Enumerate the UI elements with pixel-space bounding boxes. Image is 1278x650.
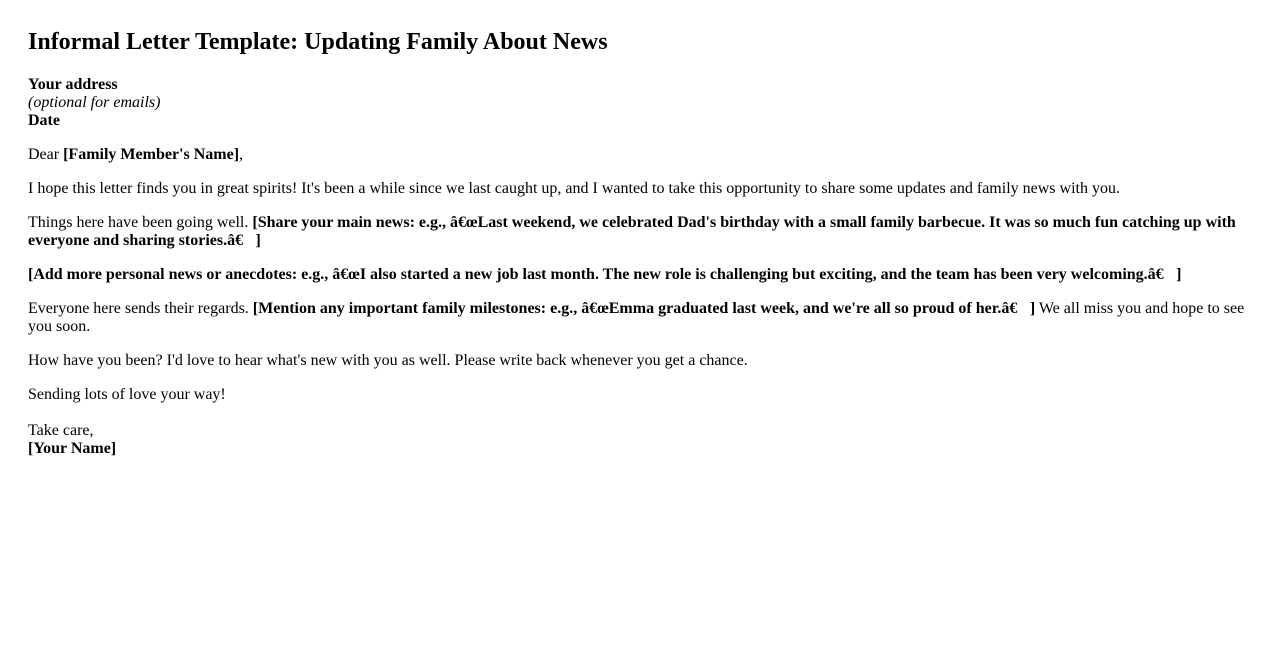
paragraph-personal-news <box>28 266 1250 284</box>
address-label: Your address <box>28 76 118 93</box>
milestones-outro: We all miss you and hope to see you soon. <box>28 300 1245 335</box>
letter-closing <box>28 422 1250 458</box>
salutation-suffix: , <box>239 146 244 163</box>
paragraph-milestones <box>28 300 1250 336</box>
signoff: Take care, <box>28 422 94 439</box>
main-news-placeholder: [Share your main news: e.g., â€œLast weekend, we celebrated Dad's birthday with a small family barbecue. It was so much fun catching up with everyone and sharing stories.â€ ] <box>28 214 1236 249</box>
address-note: (optional for emails) <box>28 94 161 111</box>
page-title: Informal Letter Template: Updating Family About News <box>28 29 608 55</box>
personal-news-placeholder: [Add more personal news or anecdotes: e.g., â€œI also started a new job last month. The new role is challenging but exciting, and the team has been very welcoming.â€ ] <box>28 266 1182 283</box>
paragraph-main-news <box>28 214 1250 250</box>
main-news-intro: Things here have been going well. <box>28 214 253 231</box>
date-label: Date <box>28 112 60 129</box>
paragraph-opening: I hope this letter finds you in great spirits! It's been a while since we last caught up, and I wanted to take this opportunity to share some updates and family news with you. <box>28 180 1120 197</box>
salutation-prefix: Dear <box>28 146 64 163</box>
milestones-placeholder: [Mention any important family milestones: e.g., â€œEmma graduated last week, and we're all so proud of her.â€ ] <box>252 300 1036 317</box>
milestones-intro: Everyone here sends their regards. <box>28 300 253 317</box>
signature-name: [Your Name] <box>28 440 117 457</box>
salutation-name: [Family Member's Name] <box>63 146 240 163</box>
paragraph-love: Sending lots of love your way! <box>28 386 226 403</box>
salutation <box>28 146 1250 164</box>
letter-header <box>28 76 1250 130</box>
paragraph-question: How have you been? I'd love to hear what's new with you as well. Please write back whenever you get a chance. <box>28 352 748 369</box>
